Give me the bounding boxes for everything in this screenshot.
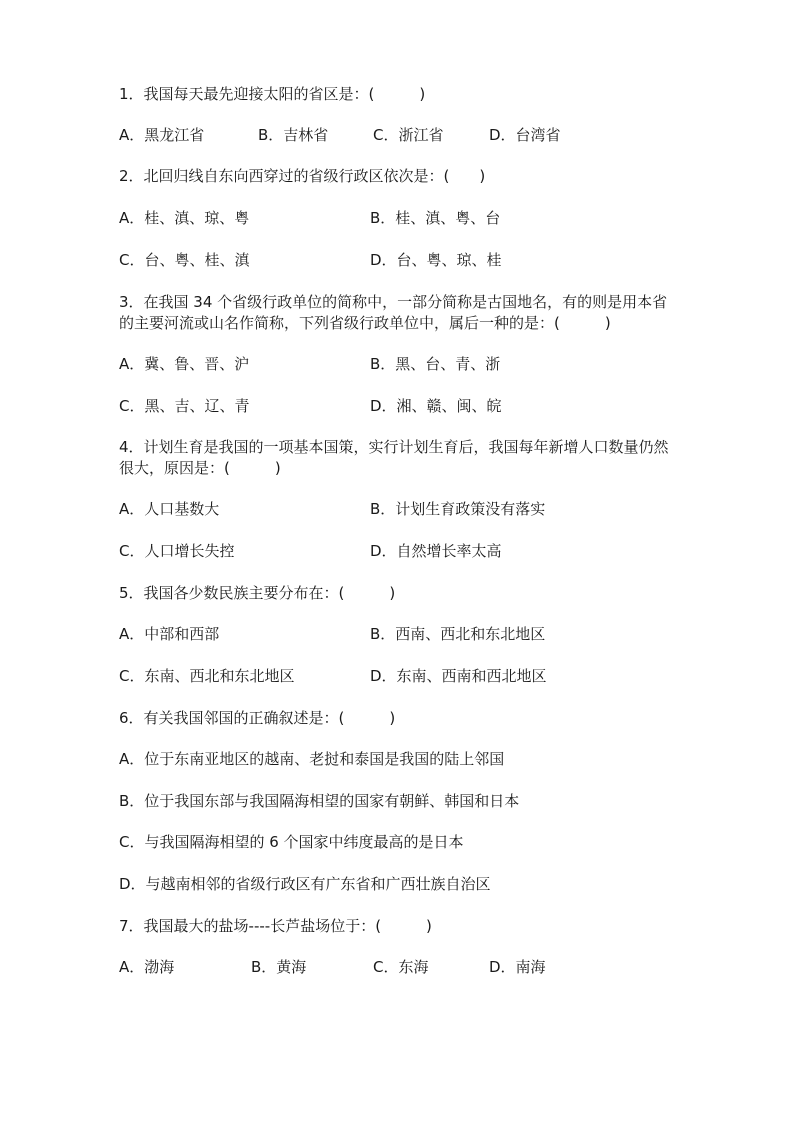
question-3-option-a: A．冀、鲁、晋、沪 <box>119 355 250 373</box>
question-1-stem: 1．我国每天最先迎接太阳的省区是：( ) <box>119 85 426 103</box>
question-5-option-a: A．中部和西部 <box>119 625 220 643</box>
question-2-option-a: A．桂、滇、琼、粤 <box>119 209 250 227</box>
question-7-stem: 7．我国最大的盐场----长芦盐场位于：( ) <box>119 917 432 935</box>
question-5-stem: 5．我国各少数民族主要分布在：( ) <box>119 584 396 602</box>
question-5-option-b: B．西南、西北和东北地区 <box>370 625 546 643</box>
question-4-option-b: B．计划生育政策没有落实 <box>370 500 546 518</box>
question-5-option-d: D．东南、西南和西北地区 <box>370 667 547 685</box>
question-6-option-a: A．位于东南亚地区的越南、老挝和泰国是我国的陆上邻国 <box>119 750 505 768</box>
question-1-option-b: B．吉林省 <box>258 126 329 144</box>
question-3-option-d: D．湘、赣、闽、皖 <box>370 397 502 415</box>
question-2-option-b: B．桂、滇、粤、台 <box>370 209 501 227</box>
question-1-option-a: A．黑龙江省 <box>119 126 205 144</box>
question-4-option-d: D．自然增长率太高 <box>370 542 502 560</box>
question-6-option-b: B．位于我国东部与我国隔海相望的国家有朝鲜、韩国和日本 <box>119 792 520 810</box>
question-3-stem: 3．在我国 34 个省级行政单位的简称中，一部分简称是古国地名，有的则是用本省的主要河流或山名作简称，下列省级行政单位中，属后一种的是：( ) <box>119 293 668 332</box>
question-6-stem: 6．有关我国邻国的正确叙述是：( ) <box>119 709 396 727</box>
question-4-option-a: A．人口基数大 <box>119 500 220 518</box>
question-6-option-c: C．与我国隔海相望的 6 个国家中纬度最高的是日本 <box>119 833 464 851</box>
question-1-option-d: D．台湾省 <box>489 126 561 144</box>
question-3-option-c: C．黑、吉、辽、青 <box>119 397 250 415</box>
question-7-option-b: B．黄海 <box>251 958 307 976</box>
question-7-option-d: D．南海 <box>489 958 546 976</box>
question-2-stem: 2．北回归线自东向西穿过的省级行政区依次是：( ) <box>119 167 486 185</box>
question-5-option-c: C．东南、西北和东北地区 <box>119 667 295 685</box>
question-2-option-d: D．台、粤、琼、桂 <box>370 251 502 269</box>
question-7-option-a: A．渤海 <box>119 958 175 976</box>
question-6-option-d: D．与越南相邻的省级行政区有广东省和广西壮族自治区 <box>119 875 491 893</box>
question-7-option-c: C．东海 <box>373 958 429 976</box>
question-4-stem: 4．计划生育是我国的一项基本国策，实行计划生育后，我国每年新增人口数量仍然很大，原因是：( ) <box>119 438 669 477</box>
question-2-option-c: C．台、粤、桂、滇 <box>119 251 250 269</box>
question-1-option-c: C．浙江省 <box>373 126 444 144</box>
question-4-option-c: C．人口增长失控 <box>119 542 235 560</box>
question-3-option-b: B．黑、台、青、浙 <box>370 355 501 373</box>
